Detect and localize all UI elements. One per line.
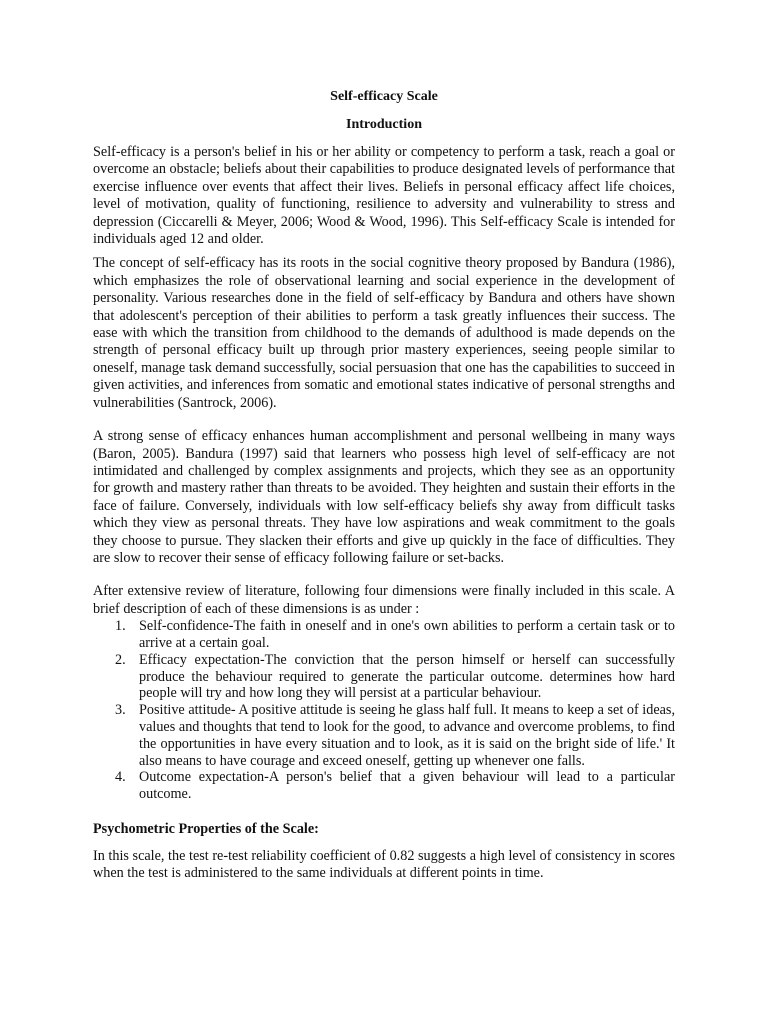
- psychometric-paragraph: In this scale, the test re-test reliability coefficient of 0.82 suggests a high level of consistency in scores when the test is administered to the same individuals at different points in time.: [93, 847, 675, 882]
- intro-paragraph-1: Self-efficacy is a person's belief in his or her ability or competency to perform a task, reach a goal or overcome an obstacle; beliefs about their capabilities to produce designated levels of performance that exercise influence over events that affect their lives. Beliefs in personal efficacy affect life choices, level of motivation, quality of functioning, resilience to adversity and vulnerability to stress and depression (Ciccarelli & Meyer, 2006; Wood & Wood, 1996). This Self-efficacy Scale is intended for individuals aged 12 and older.: [93, 144, 675, 248]
- list-item-number: 2.: [115, 651, 126, 668]
- intro-paragraph-2: The concept of self-efficacy has its roots in the social cognitive theory proposed by Bandura (1986), which emphasizes the role of observational learning and social experience in the development of personality. Various researches done in the field of self-efficacy by Bandura and others have shown that adolescent's perception of their abilities to perform a task greatly influences their success. The ease with which the transition from childhood to the demands of adulthood is made depends on the strength of personal efficacy built up through prior mastery experiences, seeing people similar to oneself, manage task demand successfully, social persuasion that one has the capabilities to succeed in given activities, and inferences from somatic and emotional states indicative of personal strengths and vulnerabilities (Santrock, 2006).: [93, 255, 675, 411]
- list-item-number: 4.: [115, 769, 126, 786]
- list-item-number: 3.: [115, 702, 126, 719]
- list-item-number: 1.: [115, 618, 126, 635]
- list-item: [93, 618, 675, 652]
- intro-paragraph-4: After extensive review of literature, following four dimensions were finally included in this scale. A brief description of each of these dimensions is as under :: [93, 583, 675, 617]
- list-item-text: Positive attitude- A positive attitude is seeing he glass half full. It means to keep a set of ideas, values and thoughts that tend to look for the good, to advance and overcome problems, to find the opportunities in have every situation and to look, as it is said on the bright side of life.' It also means to have courage and exceed oneself, getting up whenever one falls.: [139, 702, 675, 769]
- section-heading-psychometric: Psychometric Properties of the Scale:: [93, 820, 319, 837]
- section-title-introduction: Introduction: [346, 117, 422, 132]
- list-item: [93, 702, 675, 769]
- list-item-text: Self-confidence-The faith in oneself and in one's own abilities to perform a certain task or to arrive at a certain goal.: [139, 618, 675, 651]
- list-item: [93, 769, 675, 803]
- list-item-text: Efficacy expectation-The conviction that the person himself or herself can successfully produce the behaviour required to generate the particular outcome. determines how hard people will try and how long they will persist at a particular behaviour.: [139, 651, 675, 702]
- list-item: [93, 652, 675, 702]
- document-content: [93, 88, 675, 883]
- list-item-text: Outcome expectation-A person's belief that a given behaviour will lead to a particular outcome.: [139, 769, 675, 803]
- document-title: Self-efficacy Scale: [330, 89, 438, 104]
- intro-paragraph-3: A strong sense of efficacy enhances human accomplishment and personal wellbeing in many ways (Baron, 2005). Bandura (1997) said that learners who possess high level of self-efficacy are not intimidated and challenged by complex assignments and projects, which they see as an opportunity for growth and mastery rather than threats to be avoided. They heighten and sustain their efforts in the face of failure. Conversely, individuals with low self-efficacy beliefs shy away from difficult tasks which they view as personal threats. They have low aspirations and weak commitment to the goals they choose to pursue. They slacken their efforts and give up quickly in the face of difficulties. They are slow to recover their sense of efficacy following failure or set-backs.: [93, 428, 675, 566]
- dimensions-list: [93, 618, 675, 803]
